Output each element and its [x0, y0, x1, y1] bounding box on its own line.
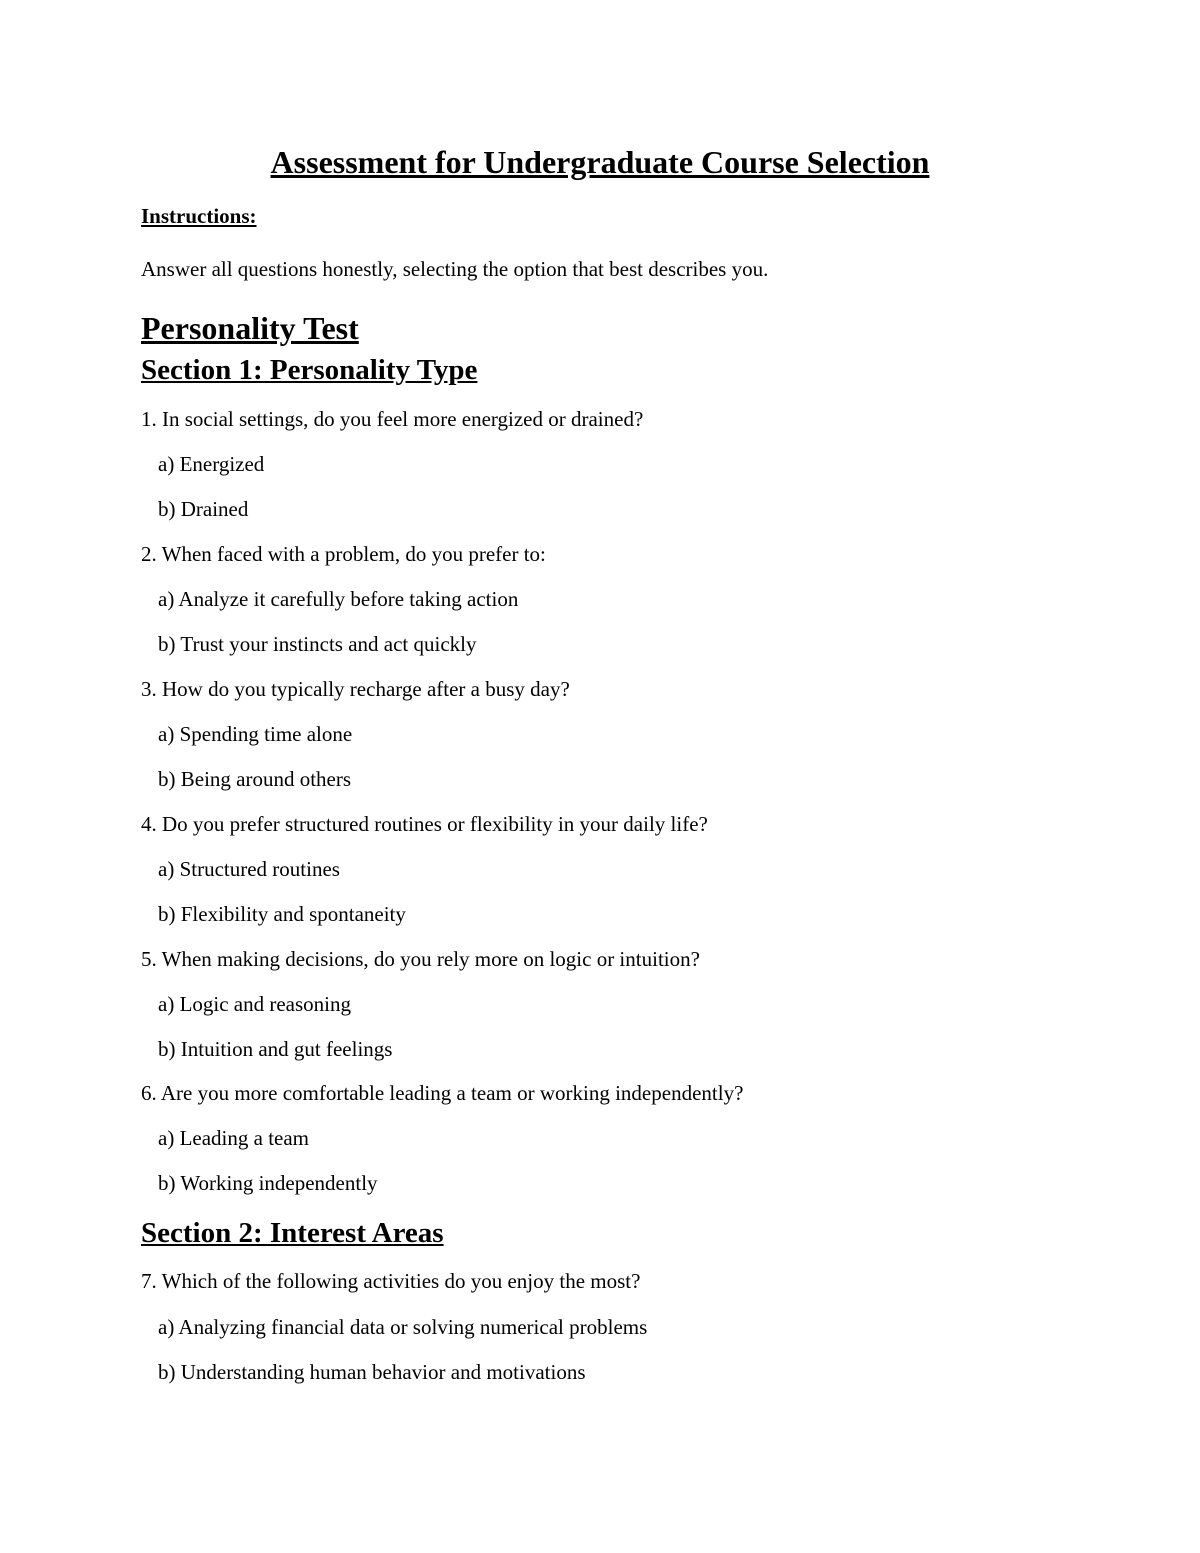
question-text: 2. When faced with a problem, do you prefer to:: [141, 542, 546, 566]
answer-option: a) Structured routines: [158, 857, 340, 881]
test-title: Personality Test: [141, 310, 359, 346]
answer-option: a) Spending time alone: [158, 722, 353, 746]
question-text: 5. When making decisions, do you rely more on logic or intuition?: [141, 947, 700, 971]
answer-option: b) Intuition and gut feelings: [158, 1037, 393, 1061]
answer-option: a) Analyze it carefully before taking action: [158, 587, 519, 611]
question-text: 3. How do you typically recharge after a busy day?: [141, 677, 570, 701]
answer-option: b) Drained: [158, 497, 249, 521]
section-heading: Section 1: Personality Type: [141, 354, 478, 386]
answer-option: b) Flexibility and spontaneity: [158, 902, 406, 926]
question-text: 4. Do you prefer structured routines or flexibility in your daily life?: [141, 812, 708, 836]
section-heading: Section 2: Interest Areas: [141, 1217, 444, 1249]
answer-option: a) Analyzing financial data or solving numerical problems: [158, 1315, 648, 1339]
answer-option: b) Trust your instincts and act quickly: [158, 632, 477, 656]
question-text: 1. In social settings, do you feel more energized or drained?: [141, 407, 644, 431]
answer-option: a) Energized: [158, 452, 265, 476]
answer-option: b) Working independently: [158, 1171, 378, 1195]
question-text: 6. Are you more comfortable leading a team or working independently?: [141, 1081, 744, 1105]
answer-option: b) Understanding human behavior and motivations: [158, 1360, 586, 1384]
instructions-text: Answer all questions honestly, selecting the option that best describes you.: [141, 257, 769, 281]
answer-option: a) Leading a team: [158, 1126, 309, 1150]
answer-option: a) Logic and reasoning: [158, 992, 352, 1016]
instructions-label: Instructions:: [141, 204, 257, 228]
document-title: Assessment for Undergraduate Course Selection: [270, 144, 930, 180]
answer-option: b) Being around others: [158, 767, 352, 791]
question-text: 7. Which of the following activities do you enjoy the most?: [141, 1269, 641, 1293]
